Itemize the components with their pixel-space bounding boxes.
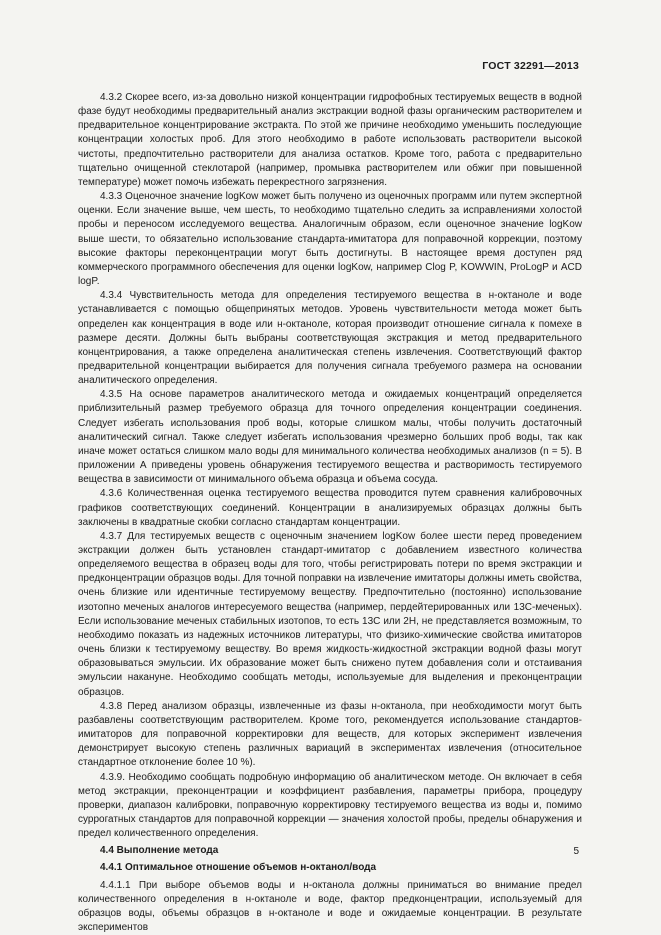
paragraph-4-3-2: 4.3.2 Скорее всего, из-за довольно низкой концентрации гидрофобных тестируемых веществ в водной фазе будут необходимы предварительный анализ экстракции водной фазы органическим растворителем и предварительное концентрирование экстракта. По этой же причине необходимо уменьшить последующие концентрации холостых проб. Для этого необходимо в работе использовать растворители высокой чистоты, предпочтительно растворители для анализа остатков. Кроме того, работа с предварительно тщательно очищенной стеклотарой (например, промывка растворителем или обжиг при повышенной температуре) может помочь избежать перекрестного загрязнения. [78,92,582,188]
paragraph-4-3-7: 4.3.7 Для тестируемых веществ с оценочным значением logKow более шести перед проведением экстракции должен быть установлен стандарт-имитатор с добавлением известного количества определяемого вещества в образец воды для того, чтобы регистрировать потери по время экстракции и предконцентрации образцов воды. Для точной поправки на извлечение имитаторы должны иметь свойства, очень близкие или идентичные тестируемому веществу. Предпочтительно (постоянно) использование изотопно меченых аналогов интересуемого вещества (например, пердейтерированных или 13С-меченых). Если использование меченых стабильных изотопов, то есть 13С или 2Н, не представляется возможным, то необходимо показать из надежных источников литературы, что физико-химические свойства имитаторов очень близки к тестируемому веществу. Во время жидкость-жидкостной экстракции водной фазы могут образовываться эмульсии. Их образование может быть снижено путем добавления соли и отстаивания эмульсии накануне. Необходимо сообщать методы, используемые для выделения и преконцентрации образцов. [78,530,582,698]
paragraph-4-4-1-1: 4.4.1.1 При выборе объемов воды и н-октанола должны приниматься во внимание предел количественного определения в н-октаноле и воде, фактор предконцентрации, используемый для образцов воды, объемы образцов в н-октаноле и воде и ожидаемые концентрации. В результате экспериментов [78,879,582,934]
paragraph-4-3-8: 4.3.8 Перед анализом образцы, извлеченные из фазы н-октанола, при необходимости могут быть разбавлены соответствующим растворителем. Кроме того, рекомендуется использование стандартов-имитаторов для поправочной корректировки для веществ, для которых эксперимент извлечения демонстрирует высокую степень различных вариаций в экспериментах извлечения (относительное стандартное отклонение более 10 %). [78,700,582,769]
document-id: ГОСТ 32291—2013 [482,60,579,72]
body-text [78,91,582,935]
paragraph-4-3-5: 4.3.5 На основе параметров аналитического метода и ожидаемых концентраций определяется приблизительный размер требуемого образца для точного определения концентрации соединения. Следует избегать использования проб воды, которые слишком малы, чтобы получить достаточный аналитический сигнал. Также следует избегать использования чрезмерно больших проб воды, так как иначе может остаться слишком мало воды для минимального количества необходимых анализов (n = 5). В приложении А приведены уровень обнаружения тестируемого вещества и растворимость тестируемого вещества в зависимости от минимального объема образца и объема сосуда. [78,389,582,486]
section-heading-4-4: 4.4 Выполнение метода [100,845,219,857]
paragraph-4-3-6: 4.3.6 Количественная оценка тестируемого вещества проводится путем сравнения калибровочных графиков соответствующих соединений. Концентрации в анализируемых образцах должны быть заключены в квадратные скобки согласно стандартам концентрации. [78,488,582,528]
paragraph-4-3-9: 4.3.9. Необходимо сообщать подробную информацию об аналитическом методе. Он включает в себя метод экстракции, преконцентрации и коэффициент разбавления, параметры прибора, процедуру проверки, диапазон калибровки, поправочную корректировку тестируемого вещества из воды и, помимо суррогатных стандартов для поправочной коррекции — значения холостой пробы, пределы обнаружения и предел количественного определения. [78,771,582,840]
page-number: 5 [573,846,579,857]
paragraph-4-3-4: 4.3.4 Чувствительность метода для определения тестируемого вещества в н-октаноле и воде устанавливается с помощью общепринятых методов. Уровень чувствительности метода может быть определен как концентрация в воде или н-октаноле, которая производит отношение сигнала к помехе в размере десяти. Должны быть выбраны соответствующая экстракция и метод предварительного концентрирования, а также определена аналитическая степень извлечения. Соответствующий фактор предварительной концентрации выбирается для получения сигнала требуемого размера на основании аналитического определения. [78,290,582,387]
section-heading-4-4-1: 4.4.1 Оптимальное отношение объемов н-октанол/вода [100,862,377,874]
paragraph-4-3-3: 4.3.3 Оценочное значение logKow может быть получено из оценочных программ или путем экспертной оценки. Если значение выше, чем шесть, то необходимо тщательно следить за исправлениями холостой пробы и переносом исследуемого вещества. Аналогичным образом, если оценочное значение logKow выше шести, то обязательно использование стандарта-имитатора для поправочной коррекции, поэтому высокие факторы переконцентрации могут быть достигнуты. В настоящее время доступен ряд коммерческого программного обеспечения для оценки logKow, например Clog P, KOWWIN, ProLogP и ACD logP. [78,191,582,288]
